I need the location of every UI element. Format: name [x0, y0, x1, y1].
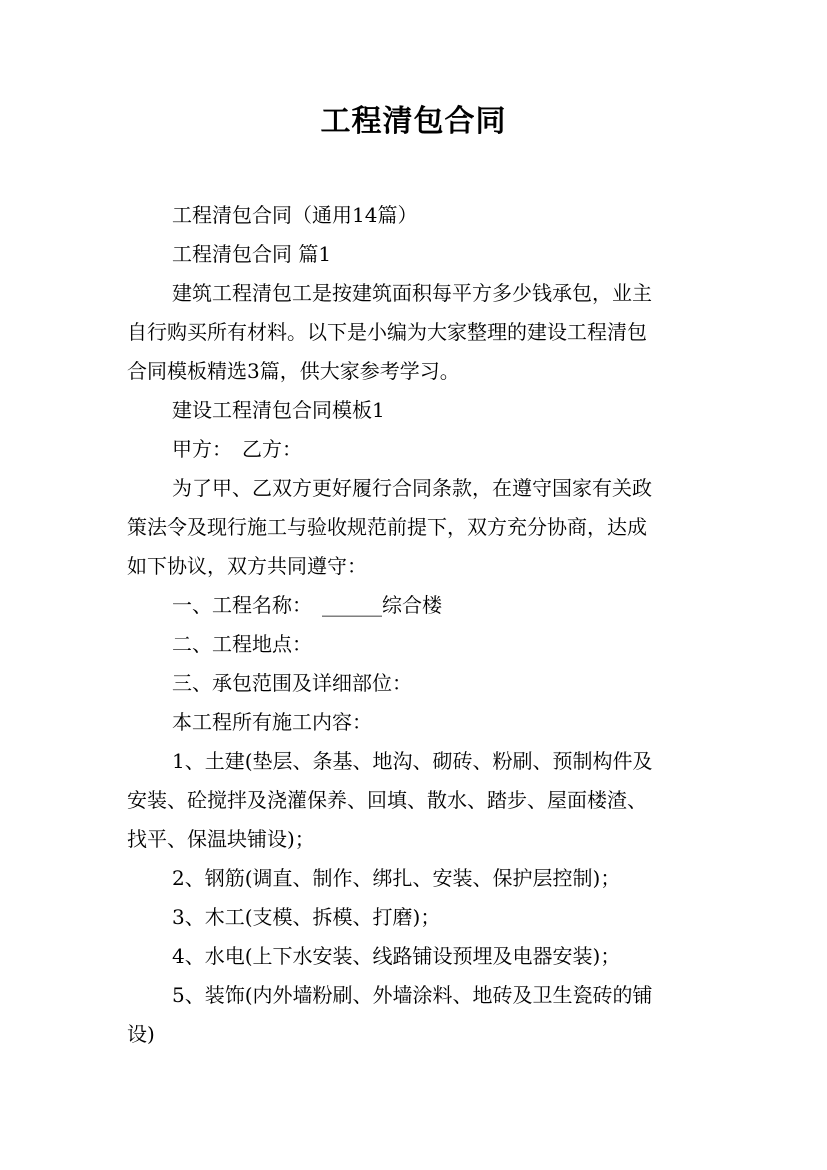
list-item-line: 4、水电(上下水安装、线路铺设预埋及电器安装)； — [172, 944, 621, 968]
paragraph-line: 本工程所有施工内容： — [172, 710, 372, 734]
template-heading: 建设工程清包合同模板1 — [172, 398, 385, 422]
paragraph-line: 自行购买所有材料。以下是小编为大家整理的建设工程清包 — [127, 320, 647, 344]
list-item-line: 安装、砼搅拌及浇灌保养、回填、散水、踏步、屋面楼渣、 — [127, 788, 647, 812]
document-body — [127, 196, 717, 1054]
clause-line: 一、工程名称： ______综合楼 — [172, 593, 442, 617]
list-item-line: 设) — [127, 1022, 155, 1046]
list-item-line: 3、木工(支模、拆模、打磨)； — [172, 905, 441, 929]
paragraph-line: 为了甲、乙双方更好履行合同条款，在遵守国家有关政 — [172, 476, 652, 500]
clause-line: 二、工程地点： — [172, 632, 312, 656]
subtitle-line: 工程清包合同（通用14篇） — [172, 203, 418, 227]
paragraph-line: 如下协议，双方共同遵守： — [127, 554, 367, 578]
parties-line: 甲方： 乙方： — [172, 437, 302, 461]
paragraph-line: 建筑工程清包工是按建筑面积每平方多少钱承包，业主 — [172, 281, 652, 305]
list-item-line: 1、土建(垫层、条基、地沟、砌砖、粉刷、预制构件及 — [172, 749, 653, 773]
list-item-line: 5、装饰(内外墙粉刷、外墙涂料、地砖及卫生瓷砖的铺 — [172, 983, 653, 1007]
paragraph-line: 策法令及现行施工与验收规范前提下，双方充分协商，达成 — [127, 515, 647, 539]
list-item-line: 找平、保温块铺设)； — [127, 827, 315, 851]
paragraph-line: 合同模板精选3篇，供大家参考学习。 — [127, 359, 460, 383]
document-title: 工程清包合同 — [320, 104, 507, 139]
clause-line: 三、承包范围及详细部位： — [172, 671, 412, 695]
section-heading: 工程清包合同 篇1 — [172, 242, 332, 266]
list-item-line: 2、钢筋(调直、制作、绑扎、安装、保护层控制)； — [172, 866, 621, 890]
